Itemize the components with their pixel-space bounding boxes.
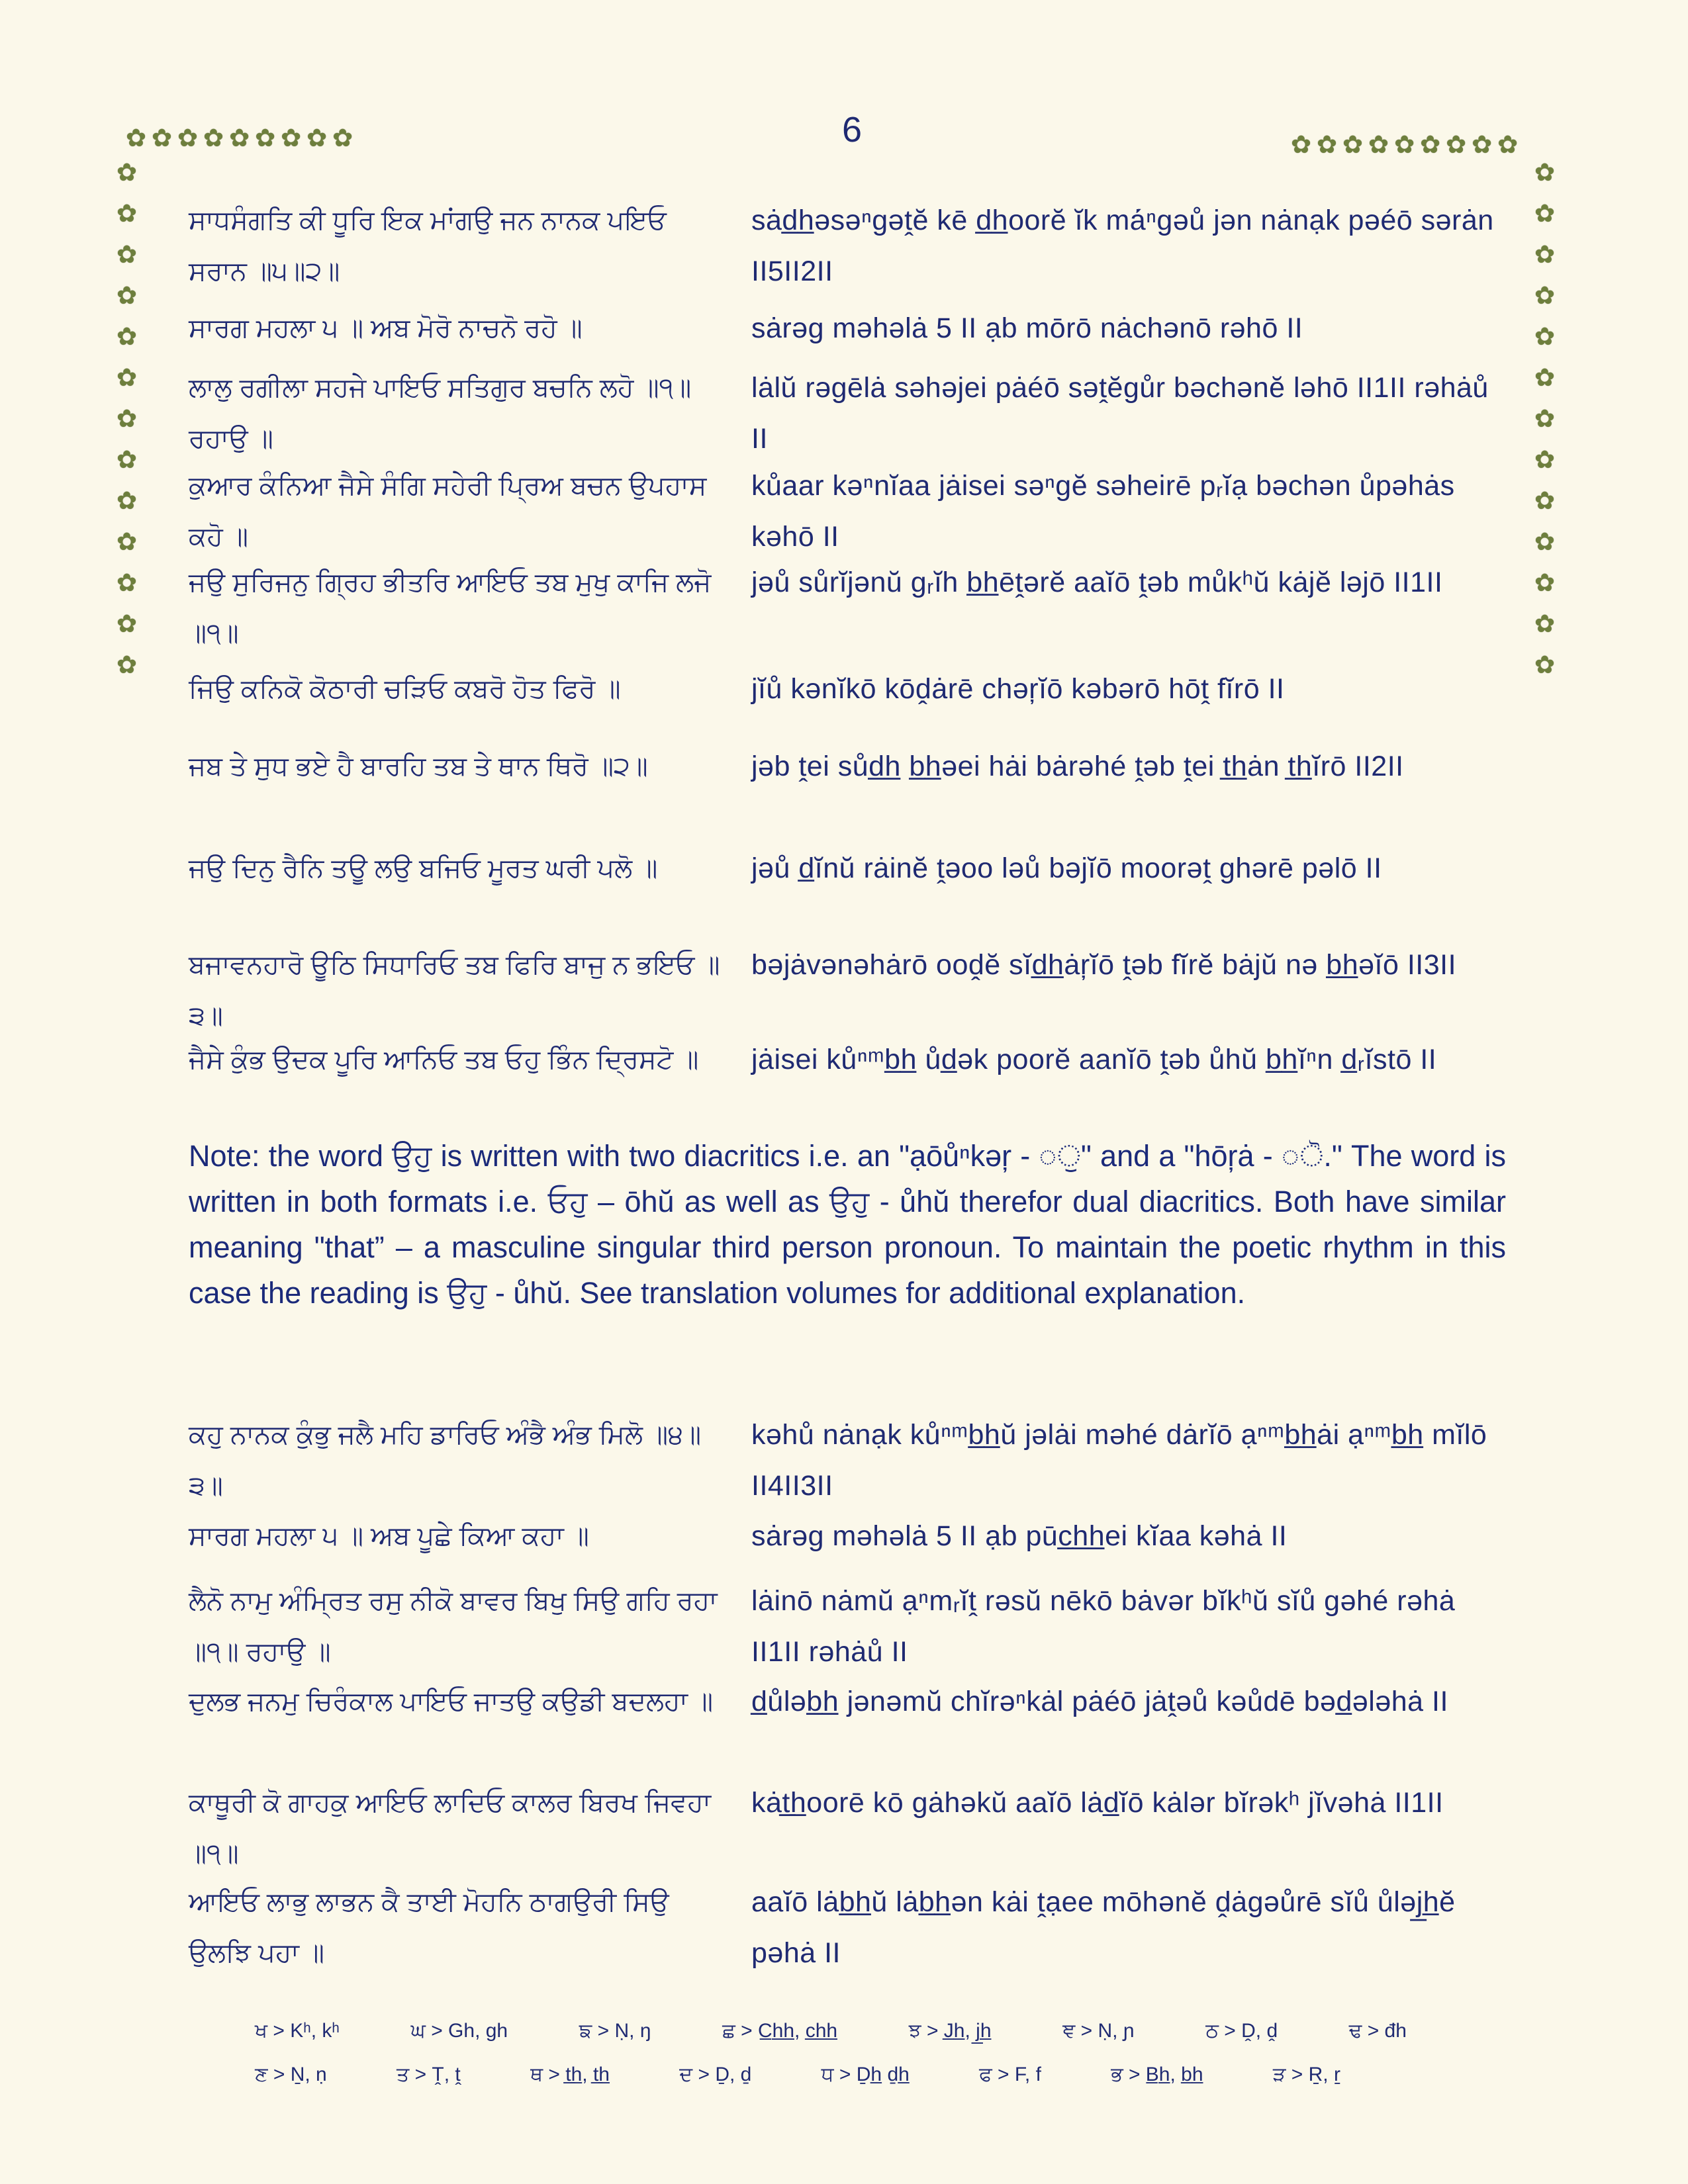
verse-transliteration: kȧt̲h̲oorē kō gȧhəkŭ aaĭō lȧd̲ĭō kȧlər bĭrəkʰ jĭvəhȧ II1II xyxy=(751,1787,1444,1819)
verse-row xyxy=(189,664,1506,715)
verse-transliteration: jəů d̲ĭnŭ rȧinĕ ṱəoo ləů bəjĭō moorəṱ ghərē pəlō II xyxy=(751,852,1382,884)
verse-row xyxy=(189,1034,1506,1085)
flower-icon: ✿ xyxy=(117,528,138,555)
legend-mapping: ਧ > Ḏh̲ ḏh̲ xyxy=(821,2064,910,2085)
flower-icon: ✿ xyxy=(1534,364,1556,391)
verse-gurmukhi: ਜੈਸੇ ਕੁੰਭ ਉਦਕ ਪੂਰਿ ਆਨਿਓ ਤਬ ਓਹੁ ਭਿੰਨ ਦ੍ਰਿਸਟੋ ॥ xyxy=(189,1045,699,1074)
page-number: 6 xyxy=(842,110,863,150)
legend-mapping: ਛ > C̲h̲h̲, c̲h̲h̲ xyxy=(722,2020,838,2042)
verse-gurmukhi: ਬਜਾਵਨਹਾਰੋ ਊਠਿ ਸਿਧਾਰਿਓ ਤਬ ਫਿਰਿ ਬਾਜੁ ਨ ਭਇਓ ॥੩॥ xyxy=(189,950,720,1030)
verse-row xyxy=(189,1511,1506,1562)
verse-gurmukhi: ਜਉ ਦਿਨੁ ਰੈਨਿ ਤਊ ਲਉ ਬਜਿਓ ਮੂਰਤ ਘਰੀ ਪਲੋ ॥ xyxy=(189,854,658,883)
verse-row xyxy=(189,741,1506,792)
verse-gurmukhi: ਦੁਲਭ ਜਨਮੁ ਚਿਰੰਕਾਲ ਪਾਇਓ ਜਾਤਉ ਕਉਡੀ ਬਦਲਹਾ ॥ xyxy=(189,1687,714,1716)
verse-transliteration: sȧd̲h̲əsəⁿgəṱĕ kē d̲h̲oorĕ ĭk mȧ́ⁿgəů jən nȧnạk pəéō sərȧn II5II2II xyxy=(751,205,1494,287)
verse-gurmukhi: ਜਿਉ ਕਨਿਕੋ ਕੋਠਾਰੀ ਚੜਿਓ ਕਬਰੋ ਹੋਤ ਫਿਰੋ ॥ xyxy=(189,674,621,704)
flower-icon: ✿ xyxy=(1534,241,1556,268)
flower-icon: ✿ xyxy=(117,159,138,186)
verse-gurmukhi: ਸਾਰਗ ਮਹਲਾ ੫ ॥ ਅਬ ਪੂਛੇ ਕਿਆ ਕਹਾ ॥ xyxy=(189,1522,589,1551)
flower-icon: ✿ xyxy=(1446,131,1467,158)
flower-icon: ✿ xyxy=(1394,131,1415,158)
verse-row xyxy=(189,940,1506,1042)
verse-gurmukhi: ਸਾਰਗ ਮਹਲਾ ੫ ॥ ਅਬ ਮੋਰੋ ਨਾਚਨੋ ਰਹੋ ॥ xyxy=(189,314,583,343)
verse-transliteration: d̲ůləb̲h̲ jənəmŭ chĭrəⁿkȧl pȧéō jȧṱəů kəůdē bəd̲ələhȧ II xyxy=(751,1686,1448,1717)
legend-mapping: ਤ > Ṱ, ṱ xyxy=(397,2064,461,2085)
flower-border-top-right xyxy=(1291,132,1518,157)
flower-icon: ✿ xyxy=(1534,528,1556,555)
flower-icon: ✿ xyxy=(117,241,138,268)
flower-icon: ✿ xyxy=(117,364,138,391)
flower-icon: ✿ xyxy=(117,569,138,596)
verse-row xyxy=(189,557,1506,659)
verse-transliteration: jĭů kənĭkō kōḓȧrē chəŗĭō kəbərō hōṱ fĭrō II xyxy=(751,673,1285,705)
flower-icon: ✿ xyxy=(1291,131,1312,158)
verse-gurmukhi: ਲੈਨੋ ਨਾਮੁ ਅੰਮ੍ਰਿਤ ਰਸੁ ਨੀਕੋ ਬਾਵਰ ਬਿਖੁ ਸਿਉ ਗਹਿ ਰਹਾ ॥੧॥ ਰਹਾਉ ॥ xyxy=(189,1586,718,1666)
flower-icon: ✿ xyxy=(1317,131,1338,158)
flower-icon: ✿ xyxy=(306,124,328,152)
flower-icon: ✿ xyxy=(1534,159,1556,186)
verse-gurmukhi: ਆਇਓ ਲਾਭੁ ਲਾਭਨ ਕੈ ਤਾਈ ਮੋਹਨਿ ਠਾਗਉਰੀ ਸਿਉ ਉਲਝਿ ਪਹਾ ॥ xyxy=(189,1888,669,1968)
flower-icon: ✿ xyxy=(117,405,138,432)
flower-icon: ✿ xyxy=(255,124,276,152)
legend-mapping: ਘ > Gh, gh xyxy=(410,2020,508,2042)
flower-icon: ✿ xyxy=(1534,446,1556,473)
flower-icon: ✿ xyxy=(1534,487,1556,514)
note-paragraph: Note: the word ਉਹੁ is written with two diacritics i.e. an "ạōůⁿkəŗ - ◌ੁ" and a "hōŗȧ - ◌ੋ." The word is written in both formats i.e. ਓਹੁ – ōhŭ as well as ਉਹੁ - ůhŭ therefor dual diacritics. Both have similar meaning "that” – a masculine singular third person pronoun. To maintain the poetic rhythm in this case the reading is ਉਹੁ - ůhŭ. See translation volumes for additional explanation. xyxy=(189,1139,1506,1310)
verse-row xyxy=(189,1877,1506,1979)
legend-mapping: ਢ > đh xyxy=(1348,2020,1407,2042)
legend-mapping: ਥ > t̲h̲, t̲h̲ xyxy=(530,2064,610,2085)
flower-icon: ✿ xyxy=(1534,323,1556,350)
flower-icon: ✿ xyxy=(117,323,138,350)
verse-row xyxy=(189,843,1506,894)
flower-icon: ✿ xyxy=(1534,610,1556,637)
flower-icon: ✿ xyxy=(117,610,138,637)
flower-icon: ✿ xyxy=(203,124,224,152)
flower-icon: ✿ xyxy=(117,651,138,678)
flower-icon: ✿ xyxy=(1497,131,1519,158)
verse-row xyxy=(189,363,1506,465)
legend-mapping: ਖ > Kʰ, kʰ xyxy=(255,2020,340,2042)
flower-icon: ✿ xyxy=(117,282,138,309)
flower-icon: ✿ xyxy=(332,124,353,152)
verse-row xyxy=(189,1576,1506,1678)
verse-gurmukhi: ਜਉ ਸੁਰਿਜਨੁ ਗ੍ਰਿਹ ਭੀਤਰਿ ਆਇਓ ਤਬ ਮੁਖੁ ਕਾਜਿ ਲਜੋ ॥੧॥ xyxy=(189,568,712,648)
verse-gurmukhi: ਕਾਥੂਰੀ ਕੋ ਗਾਹਕੁ ਆਇਓ ਲਾਦਿਓ ਕਾਲਰ ਬਿਰਖ ਜਿਵਹਾ ॥੧॥ xyxy=(189,1788,712,1868)
verse-row xyxy=(189,1410,1506,1512)
legend-mapping: ਙ > Ṇ, ŋ xyxy=(579,2020,651,2042)
flower-icon: ✿ xyxy=(152,124,173,152)
flower-icon: ✿ xyxy=(177,124,199,152)
verse-gurmukhi: ਕਹੁ ਨਾਨਕ ਕੁੰਭੁ ਜਲੈ ਮਹਿ ਡਾਰਿਓ ਅੰਭੈ ਅੰਭ ਮਿਲੋ ॥੪॥੩॥ xyxy=(189,1420,702,1500)
verse-transliteration: kůaar kəⁿnĭaa jȧisei səⁿgĕ səheirē pᵣĭạ bəchən ůpəhȧs kəhō II xyxy=(751,470,1455,553)
legend-mapping: ਝ > J̲h̲, j̲h̲ xyxy=(908,2020,992,2042)
flower-border-right xyxy=(1534,152,1555,686)
verse-row xyxy=(189,461,1506,563)
verse-row xyxy=(189,1778,1506,1880)
flower-icon: ✿ xyxy=(1534,405,1556,432)
legend-mapping: ੜ > Ṟ, ṟ xyxy=(1272,2064,1340,2085)
verse-gurmukhi: ਜਬ ਤੇ ਸੁਧ ਭਏ ਹੈ ਬਾਰਹਿ ਤਬ ਤੇ ਥਾਨ ਥਿਰੋ ॥੨॥ xyxy=(189,752,648,781)
verse-row xyxy=(189,1676,1506,1727)
flower-icon: ✿ xyxy=(229,124,250,152)
verse-transliteration: aaĭō lȧb̲h̲ŭ lȧb̲h̲ən kȧi ṱạee mōhənĕ ḓȧgəůrē sĭů ůləj̲h̲ĕ pəhȧ II xyxy=(751,1886,1456,1969)
verse-gurmukhi: ਸਾਧਸੰਗਤਿ ਕੀ ਧੂਰਿ ਇਕ ਮਾਂਗਉ ਜਨ ਨਾਨਕ ਪਇਓ ਸਰਾਨ ॥੫॥੨॥ xyxy=(189,206,667,286)
flower-icon: ✿ xyxy=(117,200,138,227)
flower-icon: ✿ xyxy=(1472,131,1493,158)
flower-icon: ✿ xyxy=(1534,569,1556,596)
verse-row xyxy=(189,303,1506,354)
verse-gurmukhi: ਲਾਲੁ ਰਗੀਲਾ ਸਹਜੇ ਪਾਇਓ ਸਤਿਗੁਰ ਬਚਨਿ ਲਹੋ ॥੧॥ ਰਹਾਉ ॥ xyxy=(189,373,692,453)
flower-icon: ✿ xyxy=(126,124,147,152)
flower-icon: ✿ xyxy=(1368,131,1389,158)
flower-icon: ✿ xyxy=(1534,282,1556,309)
legend-mapping: ਣ > Ṉ, ṇ xyxy=(255,2064,327,2085)
verse-row xyxy=(189,195,1506,297)
flower-icon: ✿ xyxy=(1342,131,1364,158)
flower-icon: ✿ xyxy=(1534,200,1556,227)
verse-transliteration: kəhů nȧnạk kůⁿᵐb̲h̲ŭ jəlȧi məhé dȧrĭō ạⁿᵐb̲h̲ȧi ạⁿᵐb̲h̲ mĭlō II4II3II xyxy=(751,1419,1487,1502)
legend-mapping: ਠ > Ḓ, ḓ xyxy=(1205,2020,1278,2042)
verse-gurmukhi: ਕੁਆਰ ਕੰਨਿਆ ਜੈਸੇ ਸੰਗਿ ਸਹੇਰੀ ਪ੍ਰਿਅ ਬਚਨ ਉਪਹਾਸ ਕਹੋ ॥ xyxy=(189,471,707,551)
verse-transliteration: sȧrəg məhəlȧ 5 II ạb mōrō nȧchənō rəhō II xyxy=(751,312,1303,344)
verse-transliteration: jȧisei kůⁿᵐb̲h̲ ůd̲ək poorĕ aanĭō ṱəb ůhŭ b̲h̲ĭⁿn d̲ᵣĭstō II xyxy=(751,1044,1437,1075)
verse-transliteration: jəů sůrĭjənŭ gᵣĭh b̲h̲ēṱərĕ aaĭō ṱəb můkʰŭ kȧjĕ ləjō II1II xyxy=(751,567,1443,598)
transliteration-legend-row-1 xyxy=(255,2020,1407,2042)
flower-border-top-left xyxy=(126,126,353,150)
flower-border-left xyxy=(117,152,137,686)
verse-transliteration: lȧinō nȧmŭ ạⁿmᵣĭṱ rəsŭ nēkō bȧvər bĭkʰŭ sĭů gəhé rəhȧ II1II rəhȧů II xyxy=(751,1585,1456,1668)
flower-icon: ✿ xyxy=(117,487,138,514)
flower-icon: ✿ xyxy=(117,446,138,473)
legend-mapping: ਫ > F, f xyxy=(979,2064,1041,2085)
legend-mapping: ਦ > Ḏ, ḏ xyxy=(679,2064,752,2085)
legend-mapping: ਭ > B̲h̲, b̲h̲ xyxy=(1111,2064,1203,2085)
legend-mapping: ਞ > Ṇ, ɲ xyxy=(1062,2020,1135,2042)
flower-icon: ✿ xyxy=(1534,651,1556,678)
flower-icon: ✿ xyxy=(1420,131,1441,158)
transliteration-legend-row-2 xyxy=(255,2064,1340,2086)
verse-transliteration: sȧrəg məhəlȧ 5 II ạb pūc̲h̲h̲ei kĭaa kəhȧ II xyxy=(751,1520,1288,1552)
verse-transliteration: lȧlŭ rəgēlȧ səhəjei pȧéō səṱĕgůr bəchənĕ ləhō II1II rəhȧů II xyxy=(751,372,1489,455)
flower-icon: ✿ xyxy=(281,124,302,152)
verse-transliteration: jəb ṱei sůd̲h̲ b̲h̲əei hȧi bȧrəhé ṱəb ṱei t̲h̲ȧn t̲h̲ĭrō II2II xyxy=(751,751,1404,782)
verse-transliteration: bəjȧvənəhȧrō ooḓĕ sĭd̲h̲ȧŗĭō ṱəb fĭrĕ bȧjŭ nə b̲h̲əĭō II3II xyxy=(751,949,1457,981)
